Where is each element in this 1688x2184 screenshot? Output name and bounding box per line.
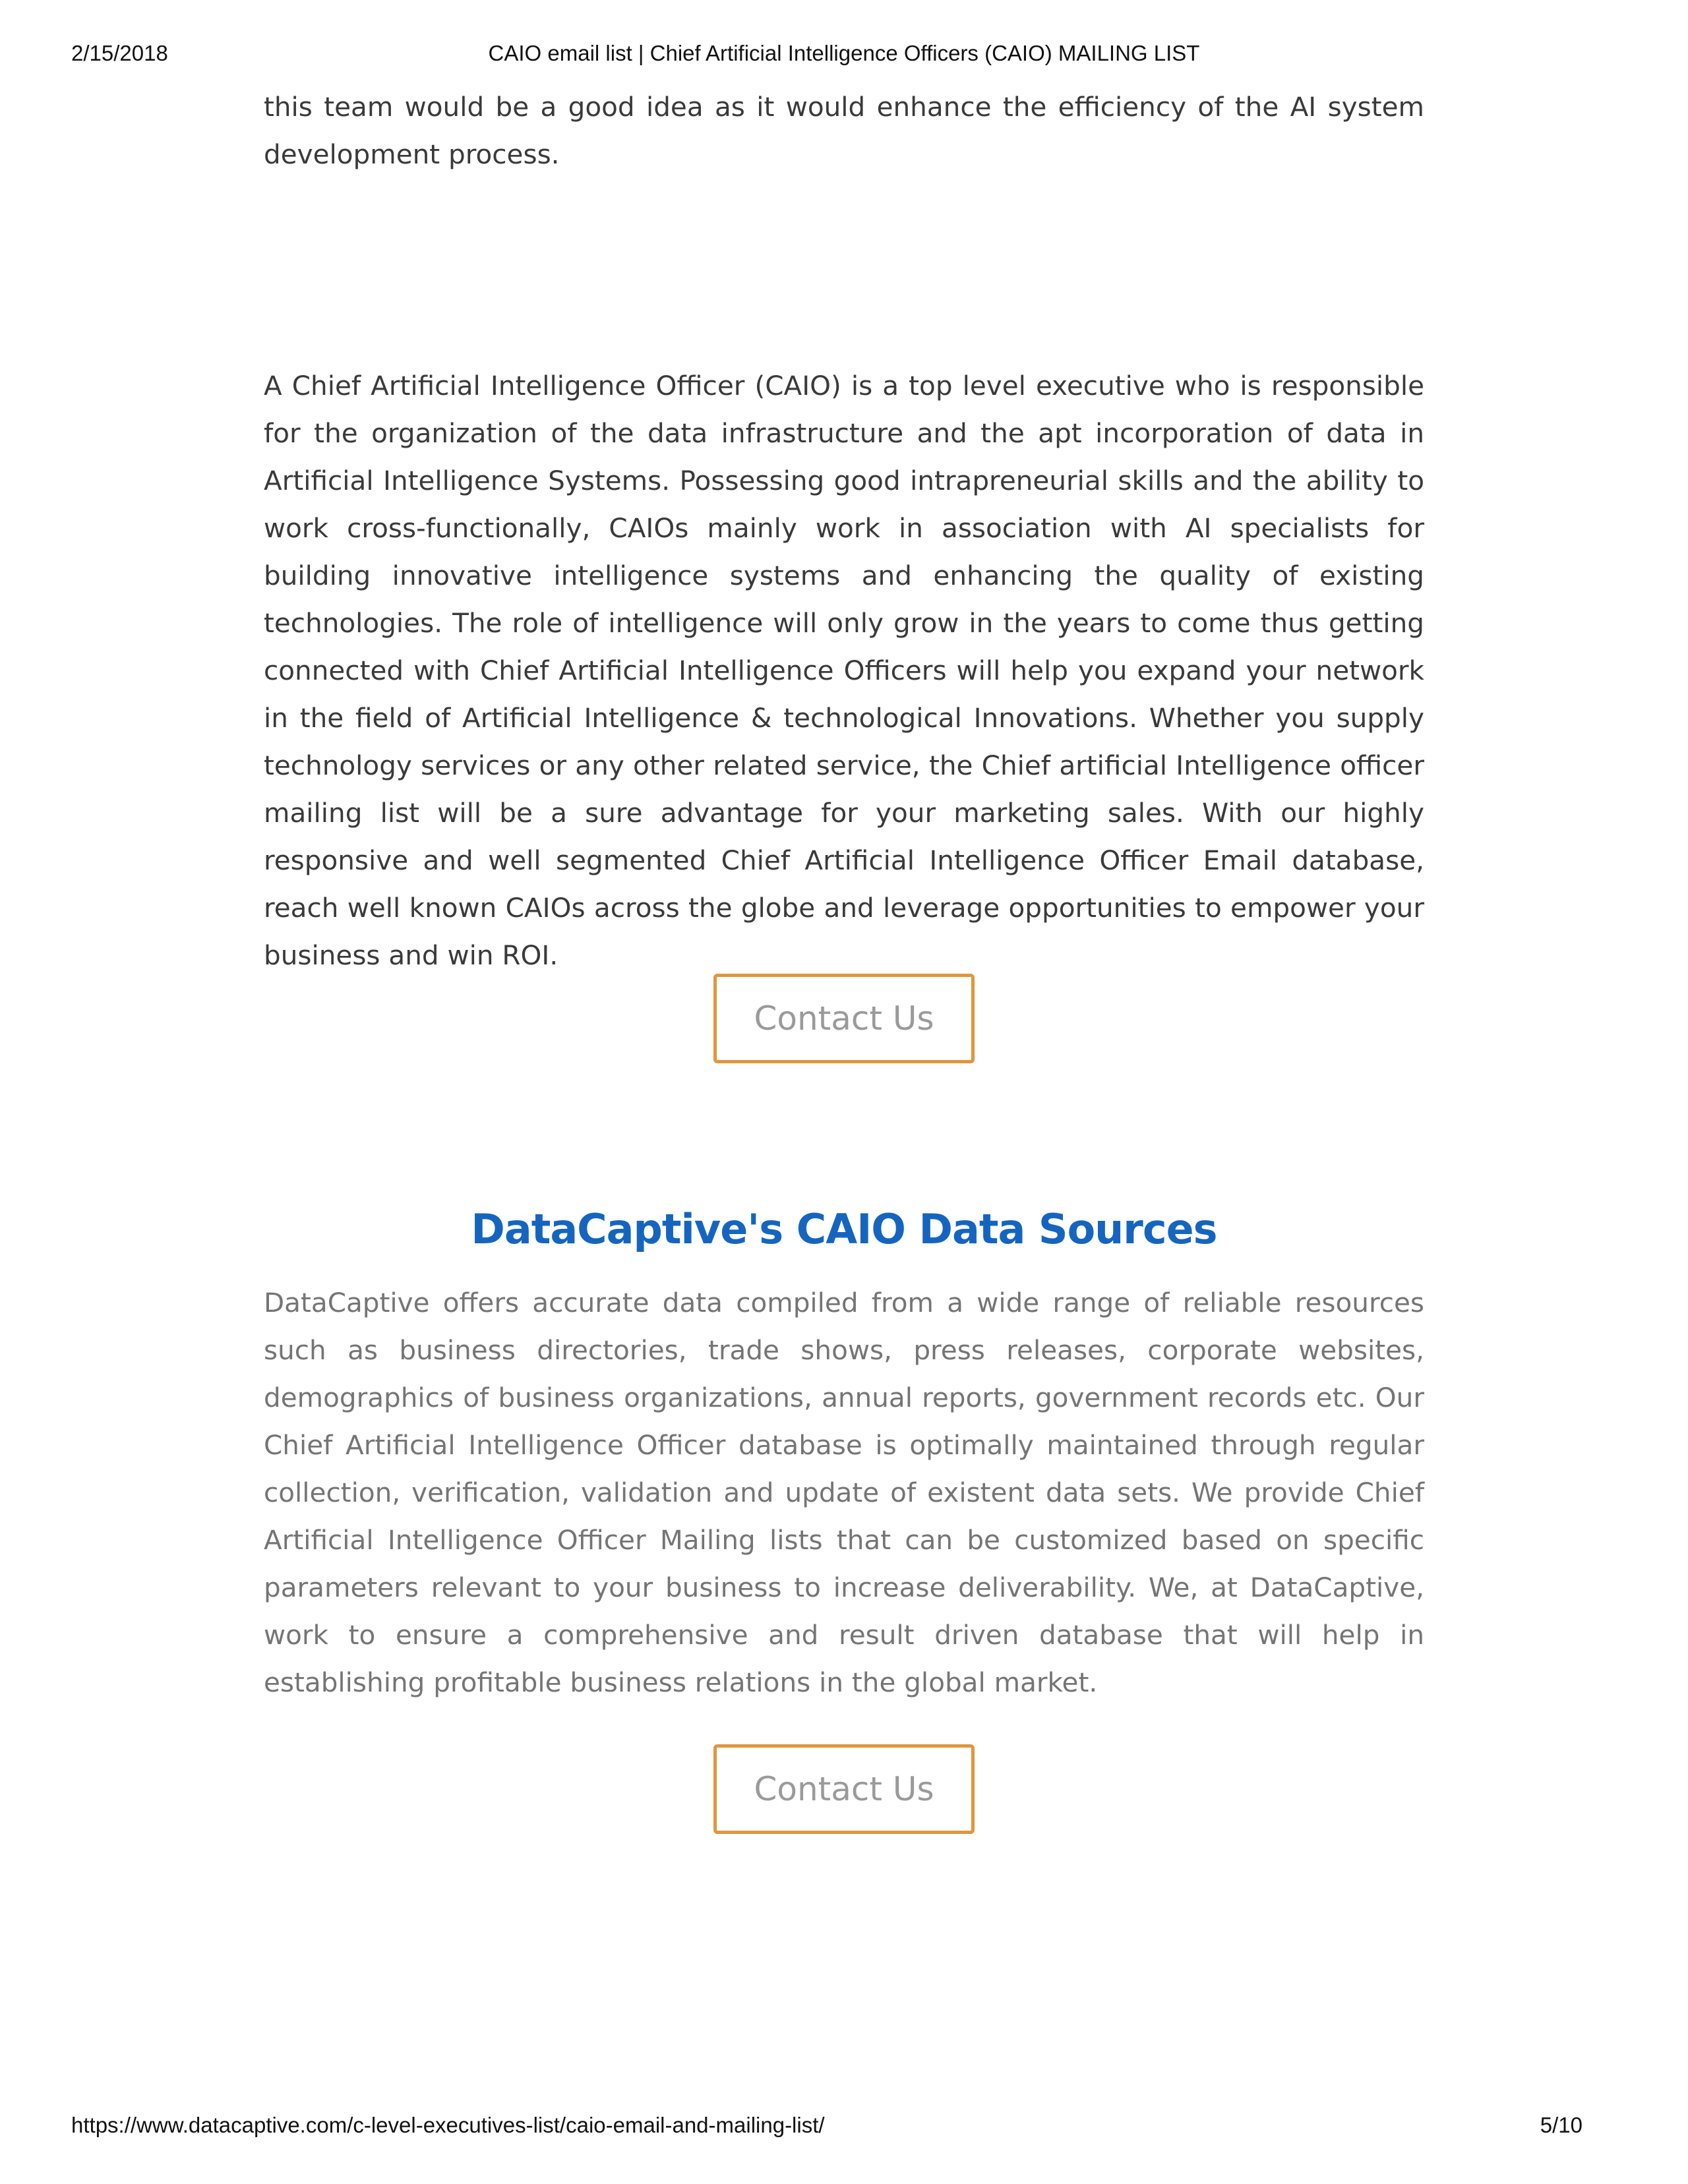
contact-us-button[interactable]: Contact Us: [713, 974, 975, 1063]
data-sources-paragraph: DataCaptive offers accurate data compiled from a wide range of reliable resources such as business directories, trade shows, press releases, corporate websites, demographics of business organizations, annual reports, government records etc. Our Chief Artificial Intelligence Officer database is optimally maintained through regular collection, verification, validation and update of existent data sets. We provide Chief Artificial Intelligence Officer Mailing lists that can be customized based on specific parameters relevant to your business to increase deliverability. We, at DataCaptive, work to ensure a comprehensive and result driven database that will help in establishing profitable business relations in the global market.: [264, 1287, 1424, 1698]
caio-description-paragraph: A Chief Artificial Intelligence Officer (CAIO) is a top level executive who is responsible for the organization of the data infrastructure and the apt incorporation of data in Artificial Intelligence Systems. Possessing good intrapreneurial skills and the ability to work cross-functionally, CAIOs mainly work in association with AI specialists for building innovative intelligence systems and enhancing the quality of existing technologies. The role of intelligence will only grow in the years to come thus getting connected with Chief Artificial Intelligence Officers will help you expand your network in the field of Artificial Intelligence & technological Innovations. Whether you supply technology services or any other related service, the Chief artificial Intelligence officer mailing list will be a sure advantage for your marketing sales. With our highly responsive and well segmented Chief Artificial Intelligence Officer Email database, reach well known CAIOs across the globe and leverage opportunities to empower your business and win ROI.: [264, 370, 1424, 971]
print-url: https://www.datacaptive.com/c-level-executives-list/caio-email-and-mailing-list/: [71, 2113, 825, 2137]
caio-description-section: [264, 362, 1424, 979]
data-sources-section: [264, 1279, 1424, 1706]
contact-us-button-2[interactable]: Contact Us: [713, 1744, 975, 1834]
print-date: 2/15/2018: [71, 41, 168, 65]
print-page-title: CAIO email list | Chief Artificial Intelligence Officers (CAIO) MAILING LIST: [488, 41, 1200, 65]
page-number: 5/10: [1540, 2113, 1582, 2137]
print-header: [71, 41, 1617, 67]
print-footer: [71, 2113, 1617, 2139]
data-sources-heading: DataCaptive's CAIO Data Sources: [471, 1205, 1217, 1253]
intro-section: [264, 83, 1424, 178]
intro-paragraph: this team would be a good idea as it would enhance the efficiency of the AI system development process.: [264, 91, 1424, 170]
